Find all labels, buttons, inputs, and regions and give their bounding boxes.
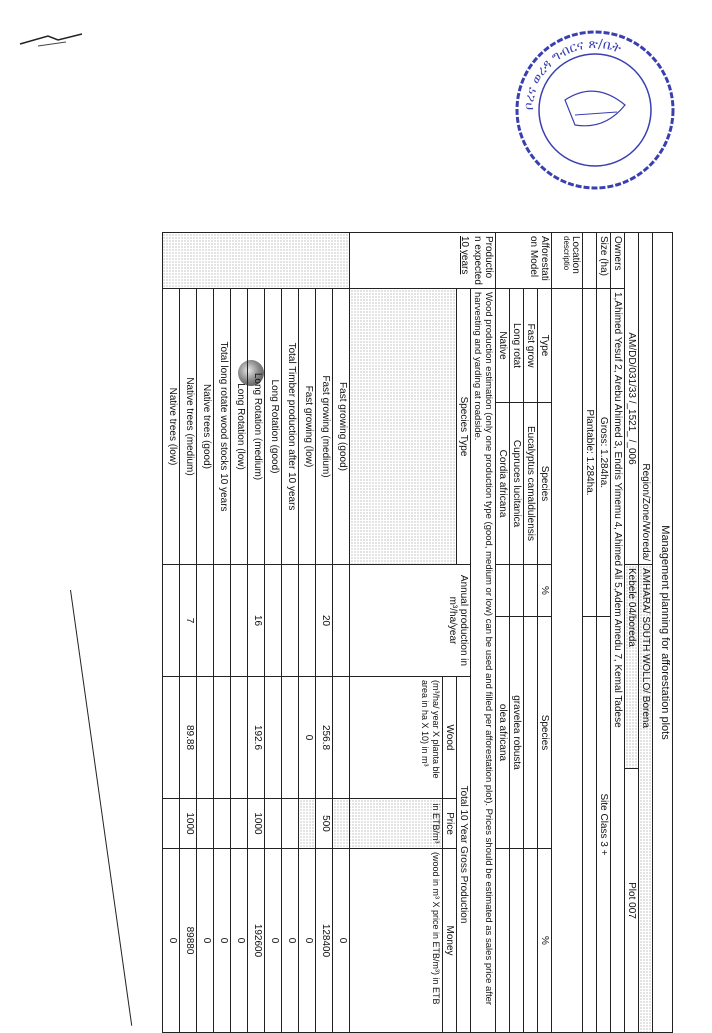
annual-value — [333, 565, 350, 677]
site-class: Site Class 3 + — [597, 617, 611, 1033]
price-value — [265, 799, 282, 849]
money-subheader: (wood in m³ X price in ETB/m³) in ETB — [350, 849, 443, 1033]
gross-area: Gross: 1.284ha. — [597, 289, 611, 617]
price-subheader: in ETB/m³ — [350, 799, 443, 849]
wood-value — [163, 677, 180, 799]
pen-scratch — [18, 30, 88, 50]
wood-value — [333, 677, 350, 799]
money-value: 0 — [333, 849, 350, 1033]
model-percent2-header: % — [538, 849, 552, 1033]
wood-subheader: (m³/ha/ year X planta ble area in ha X 10) in m³ — [350, 677, 443, 799]
model-species-header: Species — [538, 403, 552, 565]
money-value: 0 — [214, 849, 231, 1033]
gross-production-header: Total 10 Year Gross Production — [457, 677, 471, 1033]
money-value: 0 — [299, 849, 316, 1033]
plantable-area: Plantable: 1.284ha. — [583, 289, 597, 617]
model-type: Long rotat — [510, 289, 524, 403]
price-value: 1000 — [180, 799, 197, 849]
location-label: Location descriptio — [552, 233, 583, 289]
wood-value: 0 — [299, 677, 316, 799]
owners-label: Owners — [611, 233, 625, 289]
price-header: Price — [443, 799, 457, 849]
model-type-header: Type — [538, 289, 552, 403]
price-value: 1000 — [248, 799, 265, 849]
region-value: AMHARA/ SOUTH WOLLO/ Borena — [639, 565, 653, 1033]
species-type: Long Rotation (medium) — [248, 289, 265, 565]
years-label: 10 years — [459, 236, 470, 275]
wood-value: 89.88 — [180, 677, 197, 799]
plot-value: Plot 007 — [625, 769, 639, 1033]
species-type-header: Species Type — [457, 289, 471, 565]
money-value: 192600 — [248, 849, 265, 1033]
region-label: Region/Zone/Woreda/ — [639, 233, 653, 565]
species-type: Fast growing (medium) — [316, 289, 333, 565]
money-value: 0 — [163, 849, 180, 1033]
species-type: Native trees (medium) — [180, 289, 197, 565]
money-value: 0 — [265, 849, 282, 1033]
wood-value: 192.6 — [248, 677, 265, 799]
model-species: Cupruces lucitanica — [510, 403, 524, 565]
money-header: Money — [443, 849, 457, 1033]
annual-value: 7 — [180, 565, 197, 677]
species-type: Native trees (good) — [197, 289, 214, 565]
species-type: Total Timber production after 10 years — [282, 289, 299, 565]
official-stamp — [505, 20, 685, 200]
svg-text:ቦረና ወረዳ ግብርና ጽ/ቤት — [522, 37, 623, 110]
annual-value — [282, 565, 299, 677]
price-value — [163, 799, 180, 849]
annual-value: 16 — [248, 565, 265, 677]
money-value: 0 — [197, 849, 214, 1033]
owners-value: 1,Ahimed Yesuf 2, Arebu Ahimed 3, Endris Yimemu 4, Ahimed Ali 5,Adem Amedu 7, Kemal Tadese — [611, 289, 625, 1033]
species-type: Fast growing (good) — [333, 289, 350, 565]
money-value: 128400 — [316, 849, 333, 1033]
model-species2: gravelea robusta — [510, 617, 524, 849]
wood-value — [197, 677, 214, 799]
production-label: Productio n expected 10 years — [350, 233, 496, 289]
wood-value — [265, 677, 282, 799]
model-species: Eucalyptus camaldulensis — [524, 403, 538, 565]
wood-value — [282, 677, 299, 799]
model-species2 — [524, 617, 538, 849]
annual-value — [299, 565, 316, 677]
size-label: Size (ha) — [597, 233, 611, 289]
annual-value: 20 — [316, 565, 333, 677]
money-value: 0 — [282, 849, 299, 1033]
model-species: Cordia africana — [496, 403, 510, 565]
money-value: 0 — [231, 849, 248, 1033]
wood-value — [214, 677, 231, 799]
wood-value — [231, 677, 248, 799]
wood-value: 256.8 — [316, 677, 333, 799]
afforestation-model-label: Afforestati on Model — [496, 233, 552, 289]
model-type: Native — [496, 289, 510, 403]
form-title: Management planning for afforestation plots — [653, 233, 673, 1033]
kebele-value: Kebele 04/boreda — [625, 565, 639, 769]
money-value: 89880 — [180, 849, 197, 1033]
species-type: Long Rotation (low) — [231, 289, 248, 565]
stamp-text: ቦረና ወረዳ ግብርና ጽ/ቤት — [521, 36, 624, 111]
annual-value — [214, 565, 231, 677]
planning-table — [162, 232, 673, 1033]
annual-value — [163, 565, 180, 677]
model-type: Fast grow — [524, 289, 538, 403]
price-value — [214, 799, 231, 849]
estimation-note: Wood production estimation (only one production type (good, medium or low) can be used and filled per afforestation plot). Prices should be estimated as sales price after harvesting and yarding at roadside. — [471, 289, 496, 1033]
wood-header: Wood — [443, 677, 457, 799]
species-type: Total long rotate wood stocks 10 years — [214, 289, 231, 565]
model-species2-header: Species — [538, 617, 552, 849]
price-value — [282, 799, 299, 849]
annual-value — [265, 565, 282, 677]
species-type: Native trees (low) — [163, 289, 180, 565]
species-type: Fast growing (low) — [299, 289, 316, 565]
afforestation-form — [113, 232, 673, 1032]
price-value: 500 — [316, 799, 333, 849]
price-value — [231, 799, 248, 849]
annual-header: Annual production in m³/ha/year — [350, 565, 471, 677]
species-type: Long Rotation (good) — [265, 289, 282, 565]
code-value: AM/DD/031/33 /_1521_ /_006 — [625, 233, 639, 565]
price-value — [333, 799, 350, 849]
model-species2: olea africana — [496, 617, 510, 849]
price-value — [197, 799, 214, 849]
price-value — [299, 799, 316, 849]
annual-value — [197, 565, 214, 677]
model-percent-header: % — [538, 565, 552, 617]
annual-value — [231, 565, 248, 677]
